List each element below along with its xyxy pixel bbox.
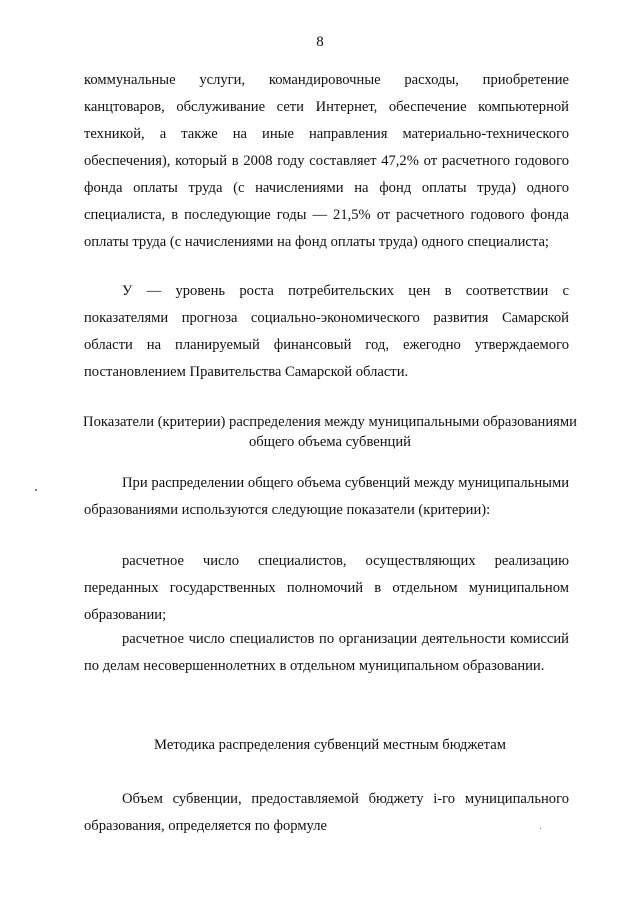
- scan-artifact: [540, 828, 541, 829]
- page-number: 8: [316, 34, 324, 50]
- paragraph-criterion-commissions: расчетное число специалистов по организации деятельности комиссий по делам несовершеннолетних в отдельном муниципальном образовании.: [84, 631, 569, 674]
- section-heading-methodology: Методика распределения субвенций местным бюджетам: [154, 737, 506, 753]
- paragraph-criterion-specialists: расчетное число специалистов, осуществляющих реализацию переданных государственных полномочий в отдельном муниципальном образовании;: [84, 553, 569, 623]
- paragraph-criteria-intro: При распределении общего объема субвенций между муниципальными образованиями используются следующие показатели (критерии):: [84, 475, 569, 518]
- section-heading-criteria: Показатели (критерии) распределения между муниципальными образованиями общего объема субвенций: [83, 414, 577, 450]
- scan-artifact: [35, 489, 37, 491]
- paragraph-price-growth-definition: У — уровень роста потребительских цен в соответствии с показателями прогноза социально-экономического развития Самарской области на планируемый финансовый год, ежегодно утверждаемого постановлением Правительства Самарской области.: [84, 283, 569, 380]
- paragraph-expenses-continuation: коммунальные услуги, командировочные расходы, приобретение канцтоваров, обслуживание сети Интернет, обеспечение компьютерной техникой, а также на иные направления материально-технического обеспечения), который в 2008 году составляет 47,2% от расчетного годового фонда оплаты труда (с начислениями на фонд оплаты труда) одного специалиста, в последующие годы — 21,5% от расчетного годового фонда оплаты труда (с начислениями на фонд оплаты труда) одного специалиста;: [84, 72, 569, 250]
- paragraph-formula-intro: Объем субвенции, предоставляемой бюджету i-го муниципального образования, определяется по формуле: [84, 791, 569, 834]
